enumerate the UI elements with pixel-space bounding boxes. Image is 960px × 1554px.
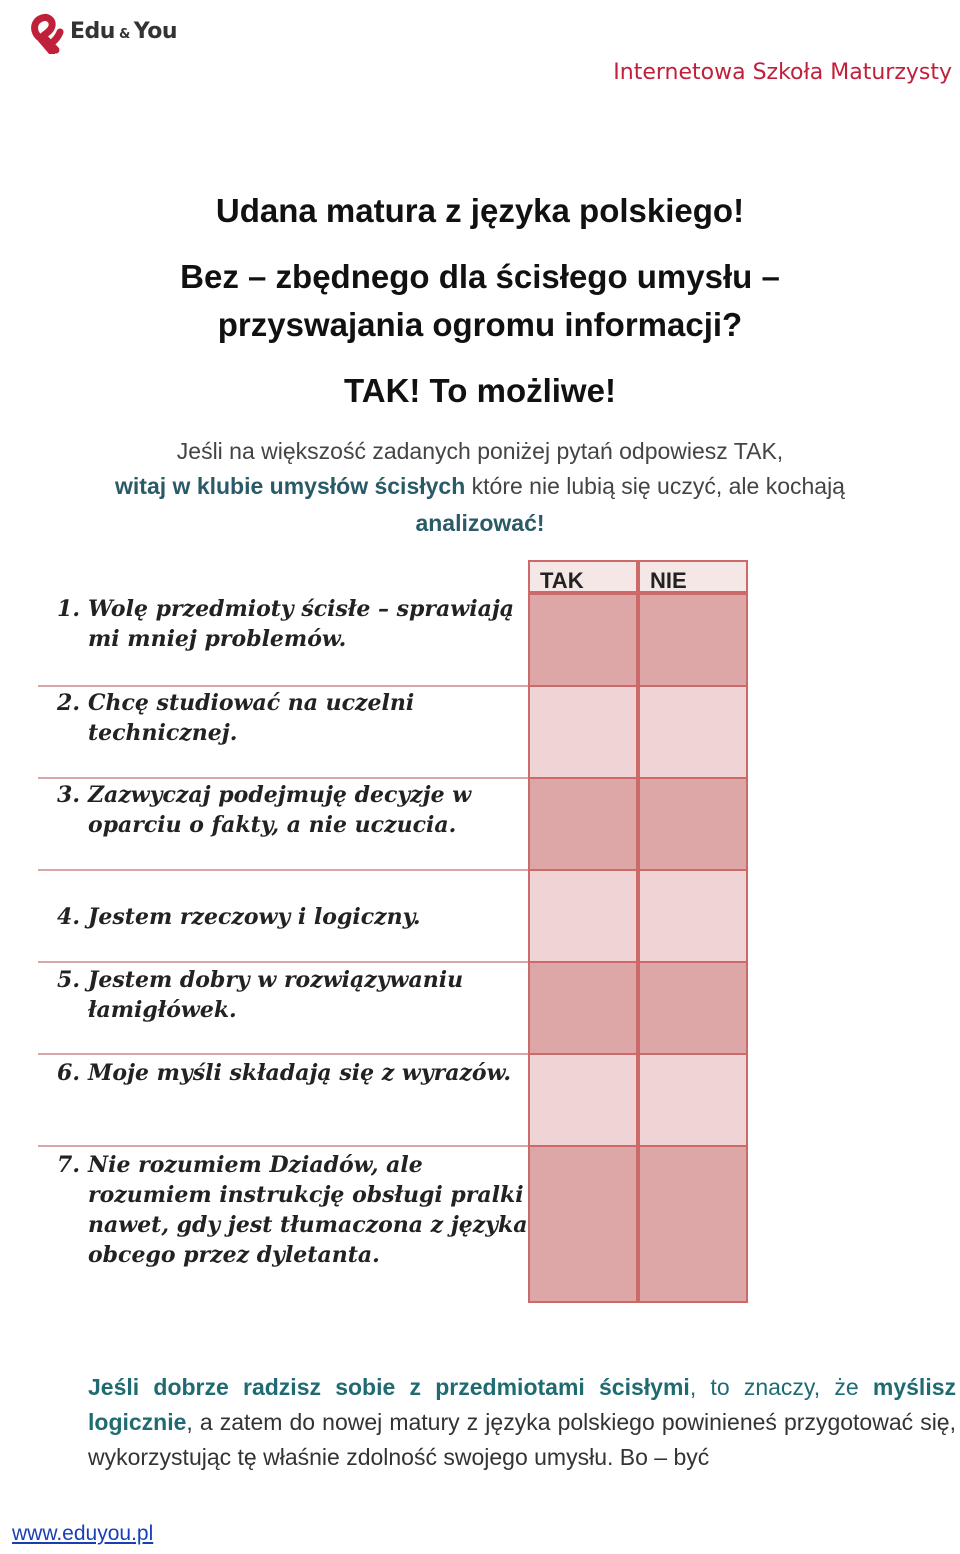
- answer-yes-7[interactable]: [528, 1145, 638, 1303]
- intro-line1: Jeśli na większość zadanych poniżej pytań odpowiesz TAK,: [176, 438, 784, 464]
- outro-paragraph: [88, 1370, 956, 1475]
- col-header-yes: TAK: [528, 560, 638, 593]
- intro-line3: [60, 506, 900, 541]
- question-1: [38, 594, 528, 654]
- answer-yes-1[interactable]: [528, 593, 638, 687]
- intro-line2: [60, 469, 900, 504]
- answer-no-6[interactable]: [638, 1053, 748, 1147]
- question-text: Nie rozumiem Dziadów, ale rozumiem instrukcję obsługi pralki nawet, gdy jest tłumaczona z języka obcego przez dyletanta.: [88, 1152, 528, 1268]
- question-7: [38, 1150, 528, 1270]
- outro-text-2: , a zatem do nowej matury z języka polskiego powinieneś przygotować się, wykorzystując tę właśnie zdolność swojego umysłu. Bo – być: [88, 1409, 956, 1470]
- answer-no-2[interactable]: [638, 685, 748, 779]
- question-number: 6.: [57, 1060, 80, 1086]
- outro-bold-2: myślisz logicznie: [88, 1374, 956, 1435]
- question-number: 2.: [57, 690, 80, 716]
- row-divider: [38, 869, 528, 871]
- outro-text-1: , to znaczy, że: [689, 1374, 859, 1400]
- answer-no-4[interactable]: [638, 869, 748, 963]
- row-divider: [38, 777, 528, 779]
- question-3: [38, 780, 528, 840]
- intro-bold-club: witaj w klubie umysłów ścisłych: [115, 473, 466, 499]
- answer-yes-3[interactable]: [528, 777, 638, 871]
- question-text: Jestem rzeczowy i logiczny.: [88, 904, 421, 930]
- answer-yes-2[interactable]: [528, 685, 638, 779]
- intro-line2-rest: które nie lubią się uczyć, ale kochają: [465, 473, 845, 499]
- sub-heading-line2: przyswajania ogromu informacji?: [217, 306, 743, 343]
- logo-word-you: You: [133, 18, 177, 44]
- question-2: [38, 688, 528, 748]
- question-4: [38, 902, 528, 932]
- answer-no-5[interactable]: [638, 961, 748, 1055]
- row-divider: [38, 1145, 528, 1147]
- logo: [30, 6, 177, 56]
- question-number: 4.: [57, 904, 80, 930]
- school-name: Internetowa Szkoła Maturzysty: [613, 60, 952, 85]
- main-heading: Udana matura z języka polskiego!: [215, 192, 745, 229]
- row-divider: [38, 961, 528, 963]
- question-6: [38, 1058, 528, 1088]
- answer-yes-6[interactable]: [528, 1053, 638, 1147]
- question-number: 3.: [57, 782, 80, 808]
- sub-heading-line1: Bez – zbędnego dla ścisłego umysłu –: [180, 258, 780, 295]
- question-number: 7.: [57, 1152, 80, 1178]
- answer-no-1[interactable]: [638, 593, 748, 687]
- logo-word-edu: Edu: [70, 18, 115, 44]
- question-text: Wolę przedmioty ścisłe – sprawiają mi mniej problemów.: [88, 596, 515, 652]
- questionnaire-table: [38, 560, 750, 1305]
- ampersand-logo-icon: [30, 8, 64, 54]
- intro-bold-analyze: analizować!: [415, 510, 545, 536]
- intro-paragraph: [60, 434, 900, 541]
- row-divider: [38, 685, 528, 687]
- question-number: 1.: [57, 596, 80, 622]
- footer-link[interactable]: www.eduyou.pl: [12, 1522, 154, 1545]
- question-text: Moje myśli składają się z wyrazów.: [88, 1060, 511, 1086]
- answer-no-7[interactable]: [638, 1145, 748, 1303]
- answer-no-3[interactable]: [638, 777, 748, 871]
- question-number: 5.: [57, 967, 80, 993]
- question-text: Zazwyczaj podejmuję decyzje w oparciu o fakty, a nie uczucia.: [88, 782, 472, 838]
- question-text: Chcę studiować na uczelni technicznej.: [88, 690, 415, 746]
- outro-bold-1: Jeśli dobrze radzisz sobie z przedmiotami ścisłymi: [88, 1374, 690, 1400]
- logo-text: [70, 19, 177, 44]
- logo-amp: &: [118, 26, 130, 42]
- answer-yes-5[interactable]: [528, 961, 638, 1055]
- tak-heading: TAK! To możliwe!: [344, 372, 616, 409]
- col-header-no: NIE: [638, 560, 748, 593]
- row-divider: [38, 1053, 528, 1055]
- answer-yes-4[interactable]: [528, 869, 638, 963]
- question-5: [38, 965, 528, 1025]
- question-text: Jestem dobry w rozwiązywaniu łamigłówek.: [88, 967, 464, 1023]
